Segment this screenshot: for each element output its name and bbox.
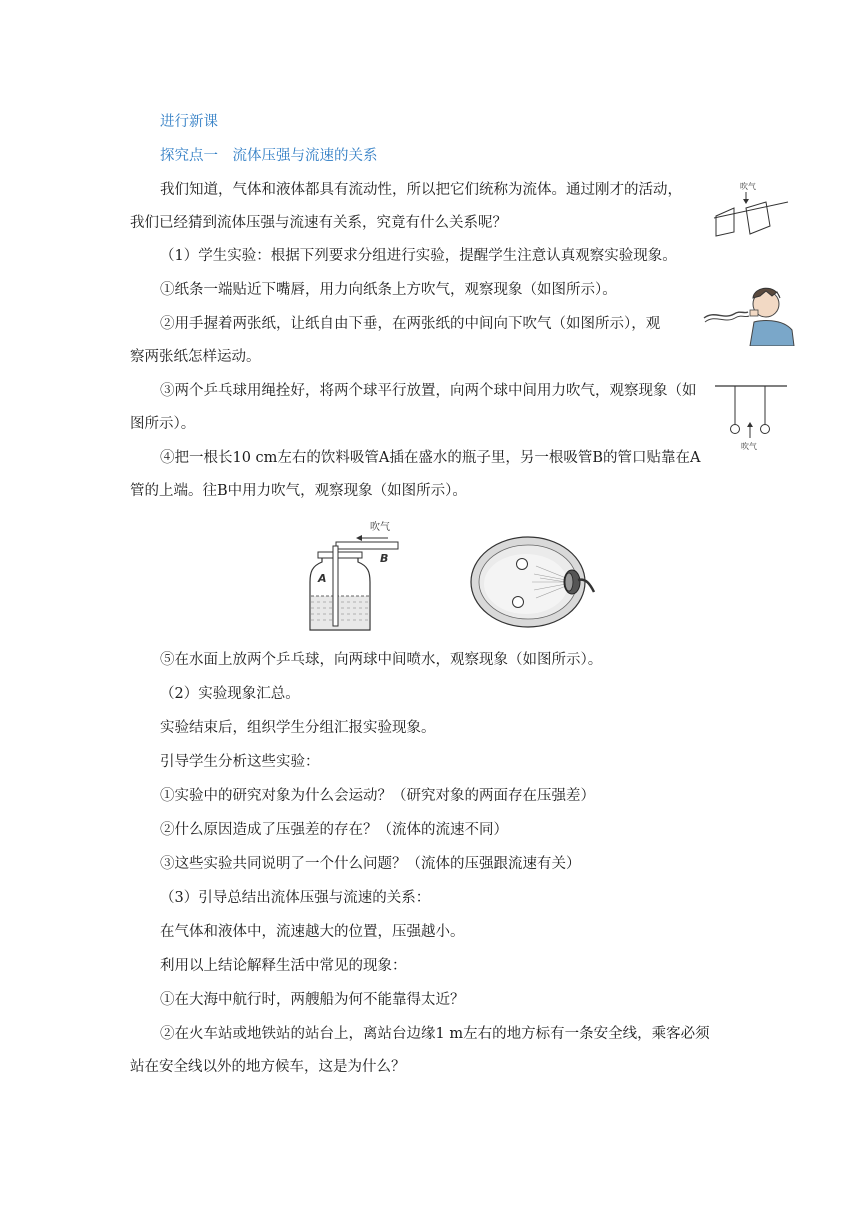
boy-blowing-figure xyxy=(700,274,796,346)
exp3-line-1: ③两个乒乓球用绳拴好，将两个球平行放置，向两个球中间用力吹气，观察现象（如 xyxy=(160,383,697,399)
question-3: ③这些实验共同说明了一个什么问题？（流体的压强跟流速有关） xyxy=(160,856,581,872)
exp2-line-2: 察两张纸怎样运动。 xyxy=(130,349,261,365)
blow-label: 吹气 xyxy=(740,182,756,191)
straw-a-label: A xyxy=(318,572,327,585)
intro-line-1: 我们知道，气体和液体都具有流动性，所以把它们统称为流体。通过刚才的活动， xyxy=(160,182,682,198)
question-1: ①实验中的研究对象为什么会运动？（研究对象的两面存在压强差） xyxy=(160,788,595,804)
hanging-balls-figure xyxy=(713,380,789,452)
blow-label-balls: 吹气 xyxy=(741,442,757,451)
exp3-line-2: 图所示）。 xyxy=(130,416,196,432)
exp4-line-1: ④把一根长10 cm左右的饮料吸管A插在盛水的瓶子里，另一根吸管B的管口贴靠在A xyxy=(160,450,701,466)
inquiry-title: 探究点一 流体压强与流速的关系 xyxy=(160,148,378,164)
basin-spray-figure xyxy=(470,532,596,632)
exp2-line-1: ②用手握着两张纸，让纸自由下垂，在两张纸的中间向下吹气（如图所示），观 xyxy=(160,316,661,332)
summary-org: 实验结束后，组织学生分组汇报实验现象。 xyxy=(160,720,436,736)
exp4-line-2: 管的上端。往B中用力吹气，观察现象（如图所示）。 xyxy=(130,483,467,499)
step1-title: （1）学生实验：根据下列要求分组进行实验，提醒学生注意认真观察实验现象。 xyxy=(160,248,677,264)
application-1: ①在大海中航行时，两艘船为何不能靠得太近？ xyxy=(160,992,465,1008)
straw-bottle-figure xyxy=(300,518,410,636)
intro-line-2: 我们已经猜到流体压强与流速有关系，究竟有什么关系呢？ xyxy=(130,215,507,231)
question-2: ②什么原因造成了压强差的存在？（流体的流速不同） xyxy=(160,822,508,838)
exp5-text: ⑤在水面上放两个乒乓球，向两球中间喷水，观察现象（如图所示）。 xyxy=(160,652,603,668)
conclusion-text: 在气体和液体中，流速越大的位置，压强越小。 xyxy=(160,924,465,940)
two-papers-figure xyxy=(710,178,792,240)
step3-title: （3）引导总结出流体压强与流速的关系： xyxy=(160,890,431,906)
application-2-line-1: ②在火车站或地铁站的站台上，离站台边缘1 m左右的地方标有一条安全线，乘客必须 xyxy=(160,1026,710,1042)
section-label: 进行新课 xyxy=(160,114,218,130)
straw-b-label: B xyxy=(380,552,389,565)
step2-title: （2）实验现象汇总。 xyxy=(160,686,300,702)
application-2-line-2: 站在安全线以外的地方候车，这是为什么？ xyxy=(130,1059,406,1075)
guide-text: 引导学生分析这些实验： xyxy=(160,754,320,770)
blow-label-straw: 吹气 xyxy=(370,522,390,533)
apply-text: 利用以上结论解释生活中常见的现象： xyxy=(160,958,407,974)
exp1-text: ①纸条一端贴近下嘴唇，用力向纸条上方吹气，观察现象（如图所示）。 xyxy=(160,282,617,298)
